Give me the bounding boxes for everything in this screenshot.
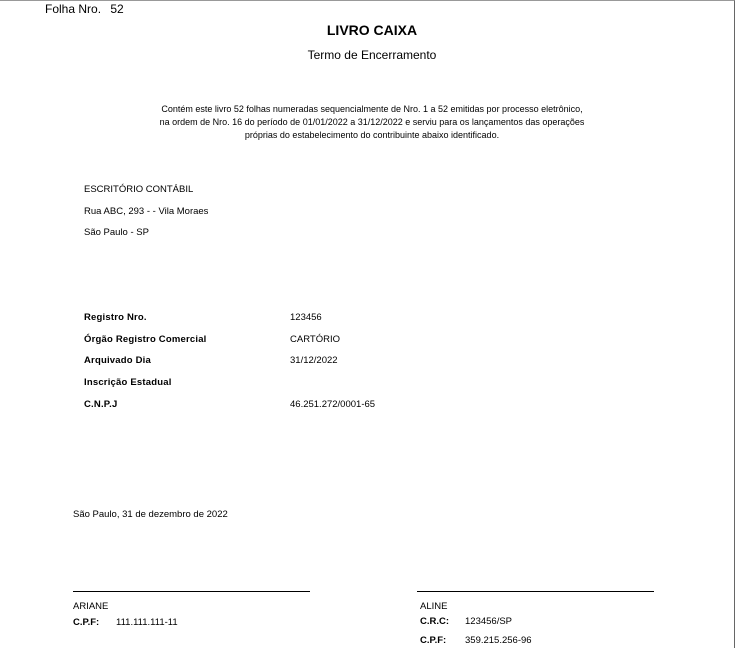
closing-statement-line: na ordem de Nro. 16 do período de 01/01/2022 a 31/12/2022 e serviu para os lançamentos das operações bbox=[159, 117, 585, 127]
company-street: Rua ABC, 293 - - Vila Moraes bbox=[84, 206, 209, 217]
signer-name-right: ALINE bbox=[420, 601, 448, 612]
signer-name-left: ARIANE bbox=[73, 601, 109, 612]
crc-value: 123456/SP bbox=[465, 616, 513, 627]
company-city: São Paulo - SP bbox=[84, 227, 149, 238]
registry-label: Registro Nro. bbox=[84, 312, 147, 323]
closing-statement bbox=[0, 103, 744, 142]
registry-label: C.N.P.J bbox=[84, 399, 118, 410]
cpf-value: 359.215.256-96 bbox=[465, 635, 532, 646]
document-title: LIVRO CAIXA bbox=[326, 22, 418, 38]
registry-label: Órgão Registro Comercial bbox=[84, 334, 207, 345]
sheet-number-value: 52 bbox=[110, 2, 124, 16]
crc-label: C.R.C: bbox=[420, 616, 450, 627]
sheet-number-label: Folha Nro. bbox=[45, 2, 102, 16]
signer-crc-right bbox=[420, 616, 512, 627]
signer-cpf-left bbox=[73, 617, 178, 628]
registry-label: Arquivado Dia bbox=[84, 355, 151, 366]
registry-value: CARTÓRIO bbox=[290, 334, 340, 345]
registry-value: 46.251.272/0001-65 bbox=[290, 399, 376, 410]
registry-value: 31/12/2022 bbox=[290, 355, 338, 366]
sheet-number bbox=[45, 2, 124, 16]
registry-value: 123456 bbox=[290, 312, 322, 323]
registry-label: Inscrição Estadual bbox=[84, 377, 172, 388]
cpf-value: 111.111.111-11 bbox=[116, 617, 178, 628]
signer-cpf-right bbox=[420, 635, 532, 646]
document-subtitle: Termo de Encerramento bbox=[307, 48, 437, 62]
signature-line-left bbox=[73, 591, 310, 592]
closing-statement-line: Contém este livro 52 folhas numeradas sequencialmente de Nro. 1 a 52 emitidas por processo eletrônico, bbox=[161, 104, 583, 114]
place-date: São Paulo, 31 de dezembro de 2022 bbox=[73, 509, 228, 520]
signature-line-right bbox=[417, 591, 654, 592]
company-name: ESCRITÓRIO CONTÁBIL bbox=[84, 184, 194, 195]
closing-statement-line: próprias do estabelecimento do contribuinte abaixo identificado. bbox=[244, 130, 500, 140]
cpf-label: C.P.F: bbox=[420, 635, 447, 646]
cpf-label: C.P.F: bbox=[73, 617, 100, 628]
